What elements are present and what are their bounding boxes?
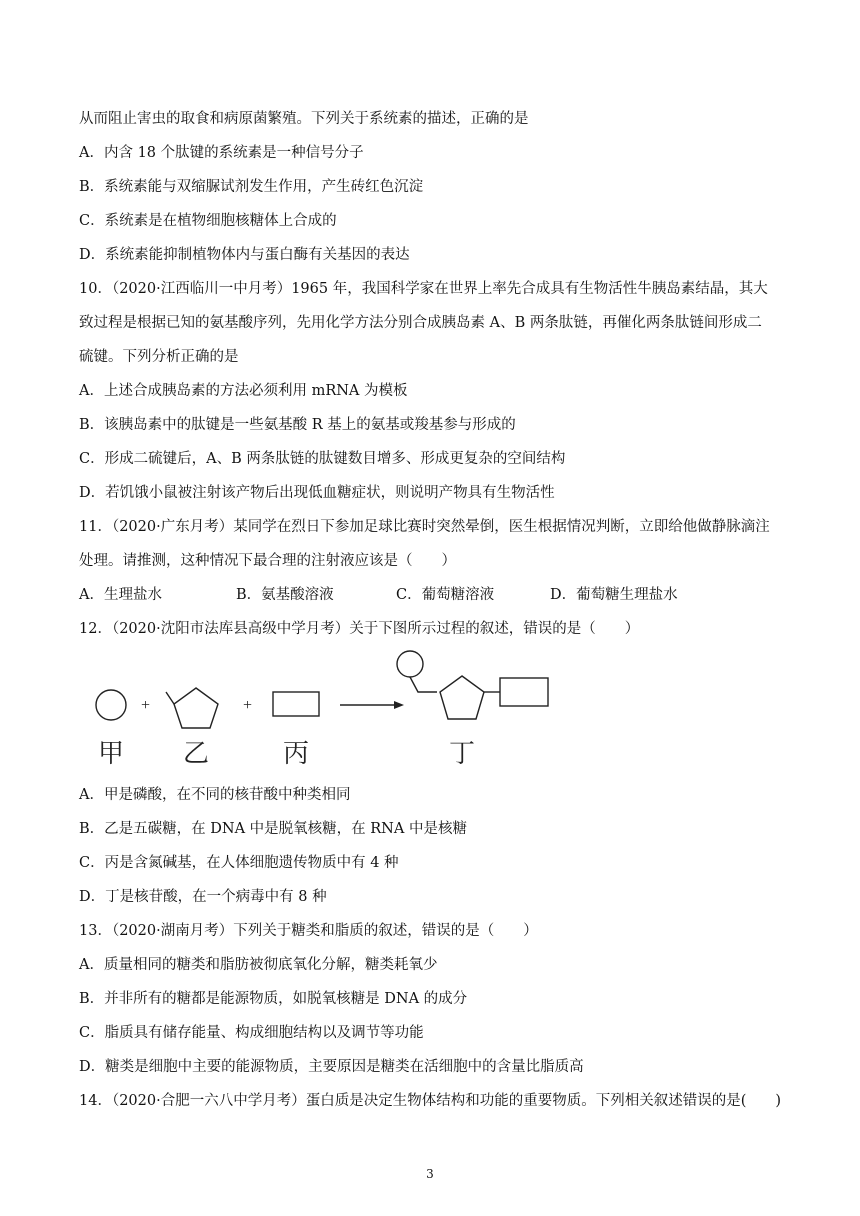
q12-option-d: D．丁是核苷酸，在一个病毒中有 8 种 [79,889,327,905]
q12-option-c: C．丙是含氮碱基，在人体细胞遗传物质中有 4 种 [79,855,399,871]
q10-stem-line3: 硫键。下列分析正确的是 [79,349,239,365]
label-yi: 乙 [182,739,210,769]
q10-option-c: C．形成二硫键后，A、B 两条肽链的肽键数目增多、形成更复杂的空间结构 [79,451,566,467]
q11-option-b: B．氨基酸溶液 [236,587,334,603]
sugar-pentagon [174,688,218,728]
reaction-arrow-head [394,701,404,709]
base-rectangle [273,692,319,716]
q13-option-d: D．糖类是细胞中主要的能源物质，主要原因是糖类在活细胞中的含量比脂质高 [79,1059,584,1075]
page-number: 3 [426,1167,434,1181]
q10-option-a: A．上述合成胰岛素的方法必须利用 mRNA 为模板 [79,383,408,399]
q11-stem-line2: 处理。请推测，这种情况下最合理的注射液应该是（ ） [79,553,456,569]
plus-sign-1: + [141,697,151,714]
q9-option-a: A．内含 18 个肽键的系统素是一种信号分子 [79,145,364,161]
q12-option-a: A．甲是磷酸，在不同的核苷酸中种类相同 [79,787,351,803]
q13-option-b: B．并非所有的糖都是能源物质，如脱氧核糖是 DNA 的成分 [79,991,468,1007]
nucleotide-diagram [80,648,560,776]
q11-option-a: A．生理盐水 [79,587,162,603]
q11-option-c: C．葡萄糖溶液 [396,587,495,603]
q9-option-d: D．系统素能抑制植物体内与蛋白酶有关基因的表达 [79,247,410,263]
label-ding: 丁 [448,739,476,769]
sugar-tail-line [166,692,174,704]
plus-sign-2: + [243,697,253,714]
q13-option-c: C．脂质具有储存能量、构成细胞结构以及调节等功能 [79,1025,424,1041]
label-bing: 丙 [282,739,310,769]
nucleotide-phosphate-bond [410,677,437,692]
phosphate-circle [96,690,126,720]
q11-option-d: D．葡萄糖生理盐水 [550,587,678,603]
label-jia: 甲 [97,739,125,769]
q10-option-d: D．若饥饿小鼠被注射该产物后出现低血糖症状，则说明产物具有生物活性 [79,485,555,501]
q14-stem: 14．（2020·合肥一六八中学月考）蛋白质是决定生物体结构和功能的重要物质。下列相关叙述错误的是( ) [79,1093,782,1109]
q12-option-b: B．乙是五碳糖，在 DNA 中是脱氧核糖，在 RNA 中是核糖 [79,821,467,837]
q9-option-b: B．系统素能与双缩脲试剂发生作用，产生砖红色沉淀 [79,179,424,195]
q10-option-b: B．该胰岛素中的肽键是一些氨基酸 R 基上的氨基或羧基参与形成的 [79,417,516,433]
nucleotide-phosphate-circle [397,651,423,677]
q10-stem-line2: 致过程是根据已知的氨基酸序列，先用化学方法分别合成胰岛素 A、B 两条肽链，再催化两条肽链间形成二 [79,315,762,331]
q11-options [79,585,800,605]
q11-stem-line1: 11．（2020·广东月考）某同学在烈日下参加足球比赛时突然晕倒，医生根据情况判断，立即给他做静脉滴注 [79,519,770,535]
q13-option-a: A．质量相同的糖类和脂肪被彻底氧化分解，糖类耗氧少 [79,957,438,973]
q13-stem: 13．（2020·湖南月考）下列关于糖类和脂质的叙述，错误的是（ ） [79,923,538,939]
q12-stem: 12．（2020·沈阳市法库县高级中学月考）关于下图所示过程的叙述，错误的是（ ） [79,621,640,637]
nucleotide-sugar-pentagon [440,676,484,719]
nucleotide-base-rectangle [500,678,548,706]
q9-stem: 从而阻止害虫的取食和病原菌繁殖。下列关于系统素的描述，正确的是 [79,111,529,127]
q10-stem-line1: 10．（2020·江西临川一中月考）1965 年，我国科学家在世界上率先合成具有生物活性牛胰岛素结晶，其大 [79,281,768,297]
q9-option-c: C．系统素是在植物细胞核糖体上合成的 [79,213,337,229]
